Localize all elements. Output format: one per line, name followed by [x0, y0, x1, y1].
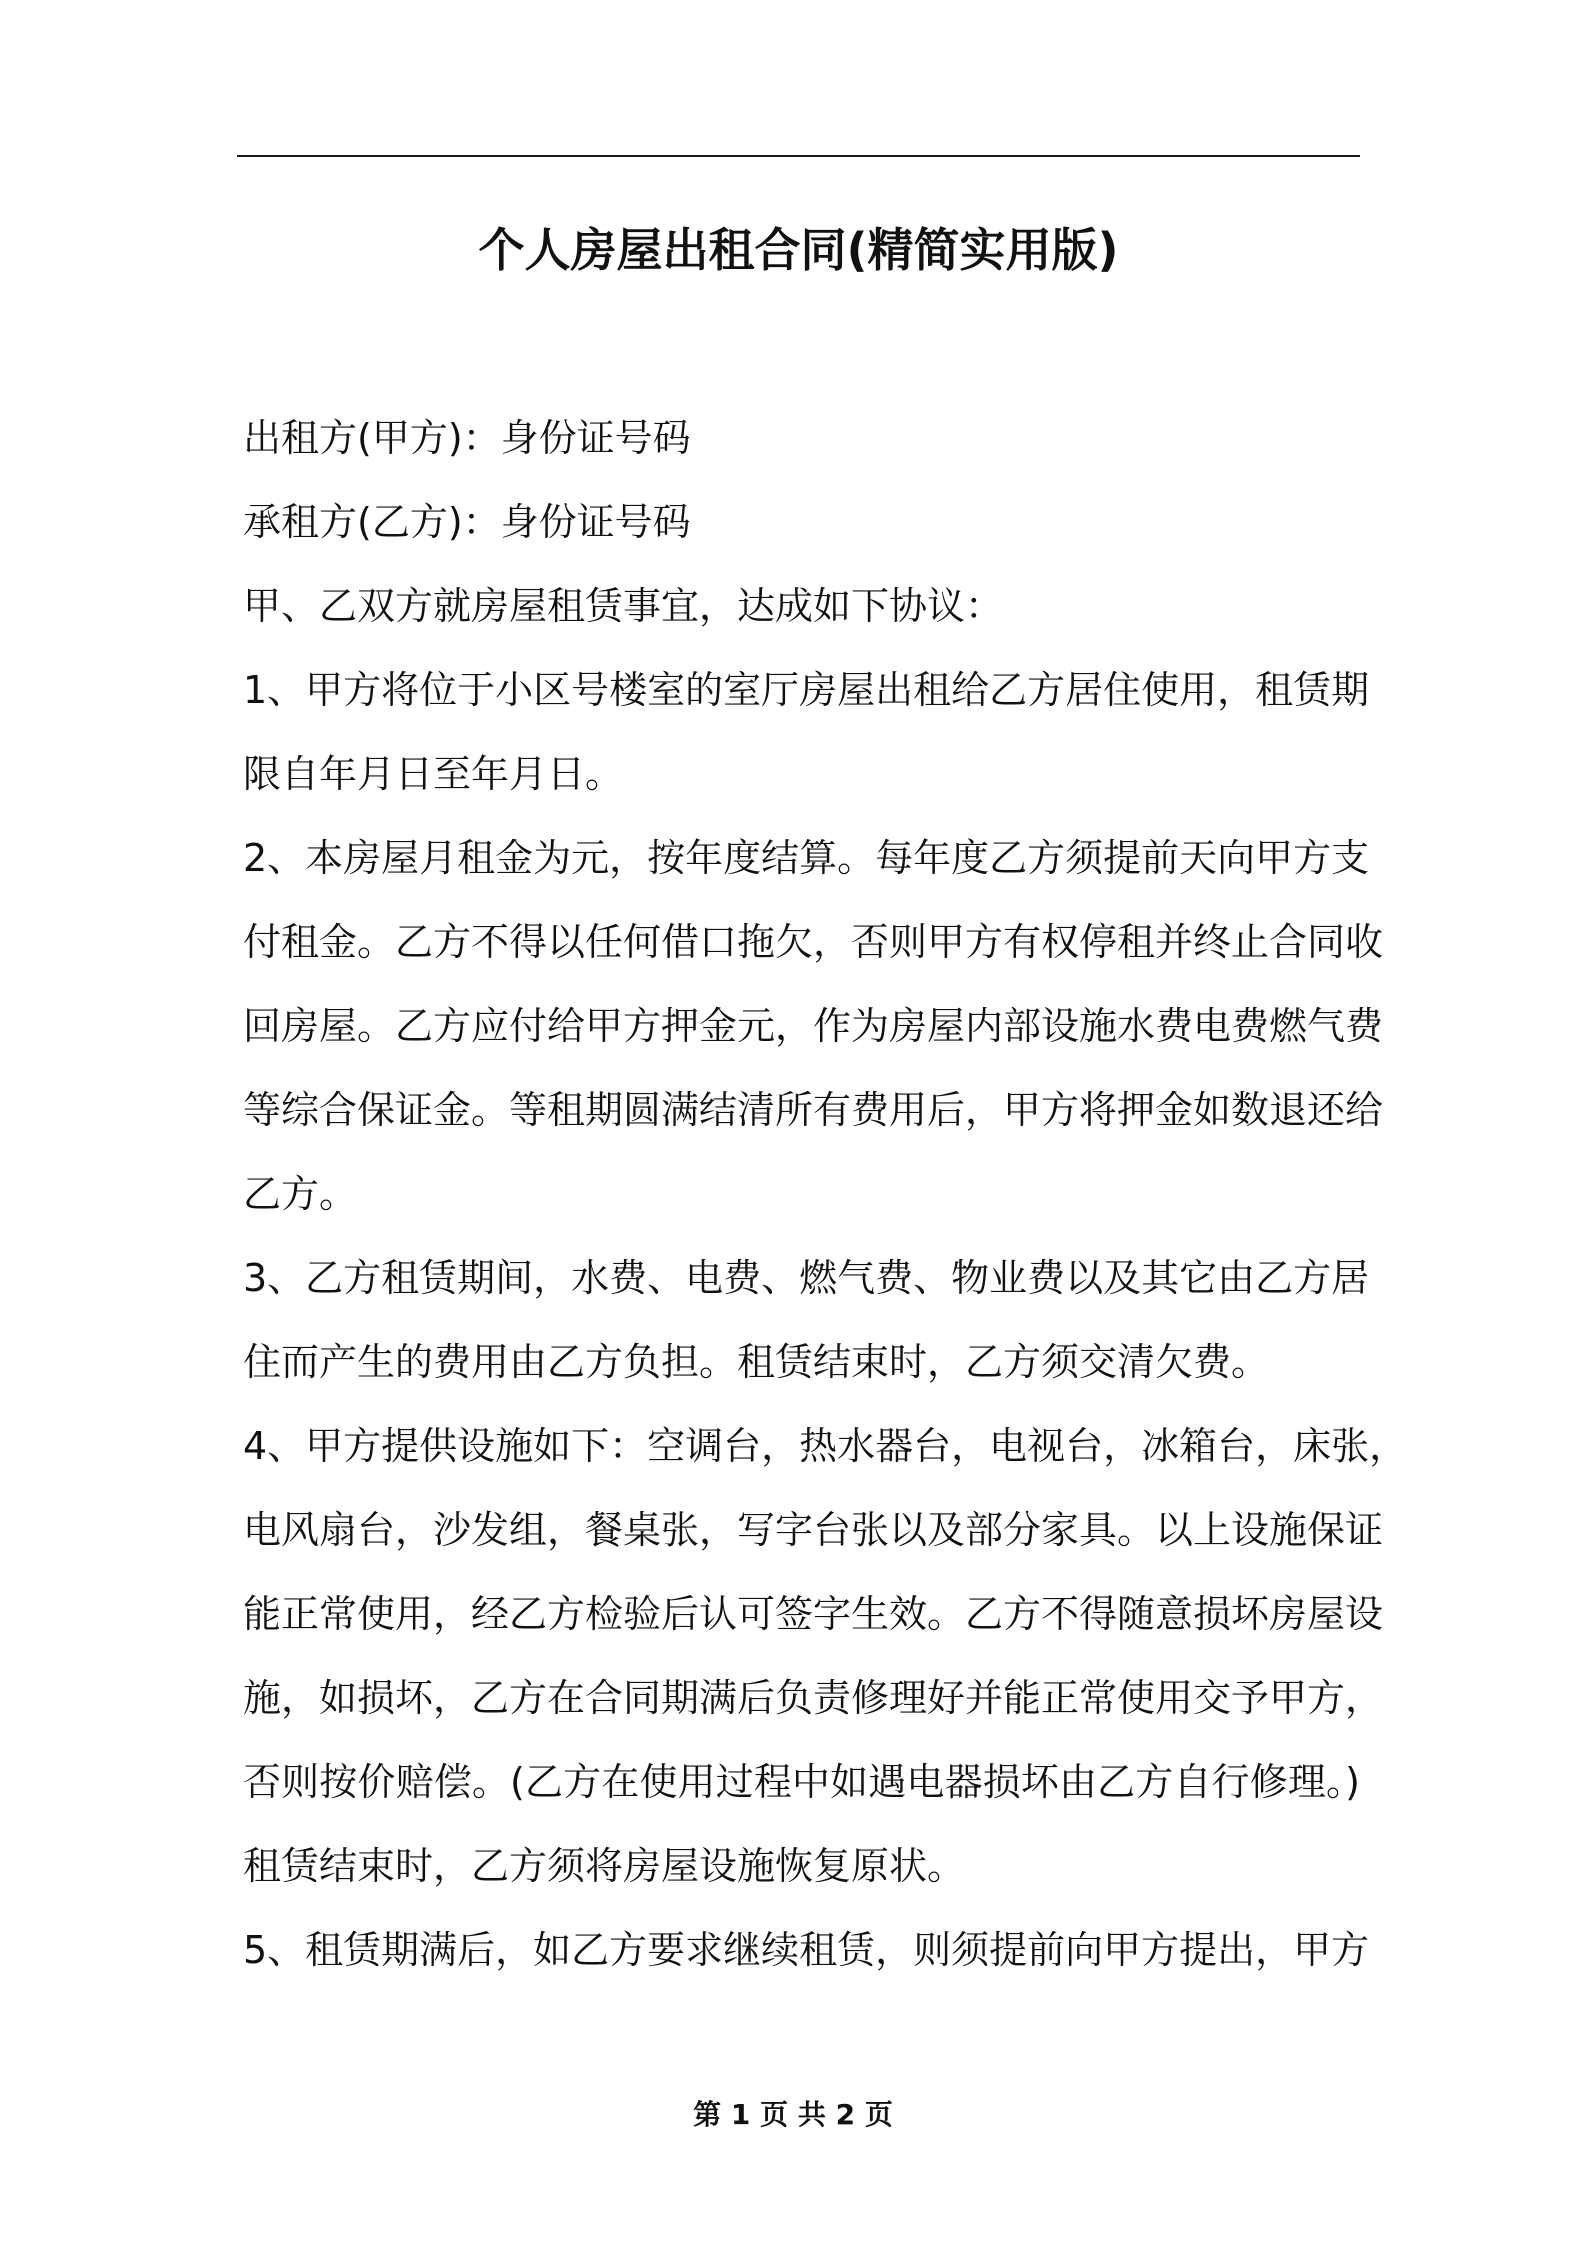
page-footer: 第 1 页 共 2 页: [693, 2098, 893, 2131]
document-title: 个人房屋出租合同(精简实用版): [478, 223, 1119, 277]
paragraph-line: 租赁结束时，乙方须将房屋设施恢复原状。: [243, 1844, 966, 1888]
paragraph-line: 住而产生的费用由乙方负担。租赁结束时，乙方须交清欠费。: [243, 1340, 1270, 1384]
paragraph-line: 回房屋。乙方应付给甲方押金元，作为房屋内部设施水费电费燃气费: [243, 1004, 1384, 1048]
paragraph-line: 1、甲方将位于小区号楼室的室厅房屋出租给乙方居住使用，租赁期: [243, 668, 1370, 712]
header-rule: [237, 155, 1360, 157]
paragraph-line: 2、本房屋月租金为元，按年度结算。每年度乙方须提前天向甲方支: [243, 836, 1370, 880]
paragraph-line: 施，如损坏，乙方在合同期满后负责修理好并能正常使用交予甲方，: [243, 1676, 1384, 1720]
document-body: [243, 396, 1408, 1992]
paragraph-line: 出租方(甲方)：身份证号码: [243, 416, 691, 460]
paragraph-line: 能正常使用，经乙方检验后认可签字生效。乙方不得随意损坏房屋设: [243, 1592, 1384, 1636]
paragraph-line: 限自年月日至年月日。: [243, 752, 624, 796]
paragraph-line: 甲、乙双方就房屋租赁事宜，达成如下协议：: [243, 584, 1004, 628]
paragraph-line: 电风扇台，沙发组，餐桌张，写字台张以及部分家具。以上设施保证: [243, 1508, 1384, 1552]
paragraph-line: 否则按价赔偿。(乙方在使用过程中如遇电器损坏由乙方自行修理。): [243, 1760, 1360, 1804]
paragraph-line: 乙方。: [243, 1172, 358, 1216]
paragraph-line: 等综合保证金。等租期圆满结清所有费用后，甲方将押金如数退还给: [243, 1088, 1384, 1132]
paragraph-line: 4、甲方提供设施如下：空调台，热水器台，电视台，冰箱台，床张，: [243, 1424, 1408, 1468]
paragraph-line: 5、租赁期满后，如乙方要求继续租赁，则须提前向甲方提出，甲方: [243, 1928, 1370, 1972]
paragraph-line: 3、乙方租赁期间，水费、电费、燃气费、物业费以及其它由乙方居: [243, 1256, 1370, 1300]
paragraph-line: 承租方(乙方)：身份证号码: [243, 500, 691, 544]
paragraph-line: 付租金。乙方不得以任何借口拖欠，否则甲方有权停租并终止合同收: [243, 920, 1384, 964]
